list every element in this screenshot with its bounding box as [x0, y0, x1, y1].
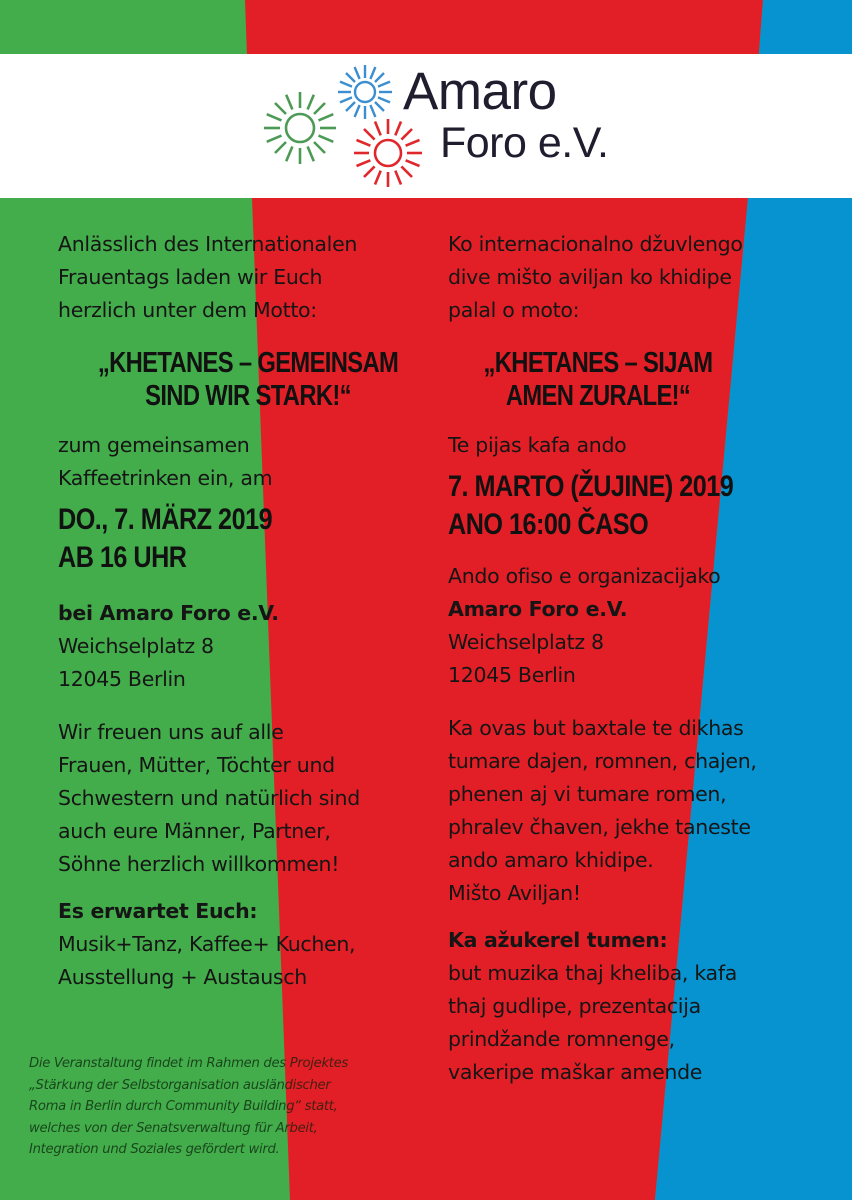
address-city: 12045 Berlin: [58, 667, 186, 691]
german-event-date: DO., 7. MÄRZ 2019 AB 16 UHR: [58, 503, 273, 574]
german-venue: [58, 597, 438, 696]
german-welcome: Wir freuen uns auf alle Frauen, Mütter, Töchter und Schwestern und natürlich sind auch eure Männer, Partner, Söhne herzlich willkommen!: [58, 720, 360, 876]
romani-event-date: 7. MARTO (ŽUJINE) 2019 ANO 16:00 ČASO: [448, 470, 734, 541]
logo-wordmark-line1: Amaro: [403, 62, 557, 121]
romani-venue: [448, 560, 838, 692]
german-program: Es erwartet Euch: Musik+Tanz, Kaffee+ Kuchen, Ausstellung + Austausch: [58, 895, 438, 994]
german-intro: Anlässlich des Internationalen Frauentags laden wir Euch herzlich unter dem Motto:: [58, 232, 358, 322]
romani-welcome: Ka ovas but baxtale te dikhas tumare dajen, romnen, chajen, phenen aj vi tumare romen, phralev čhaven, jekhe taneste ando amaro khidipe. Mišto Aviljan!: [448, 716, 757, 905]
address-city: 12045 Berlin: [448, 663, 576, 687]
romani-venue-intro: Ando ofiso e organizacijako: [448, 564, 721, 588]
romani-intro: Ko internacionalno džuvlengo dive mišto aviljan ko khidipe palal o moto:: [448, 232, 743, 322]
romani-program-label: Ka ažukerel tumen:: [448, 928, 668, 952]
german-venue-label: bei Amaro Foro e.V.: [58, 601, 279, 625]
german-column: [58, 228, 438, 994]
funding-footnote: Die Veranstaltung findet im Rahmen des Projektes „Stärkung der Selbstorganisation ausländischer Roma in Berlin durch Community Building“ statt, welches von der Senatsverwaltung für Arbeit, Integration und Soziales gefördert wird.: [29, 1056, 349, 1157]
address-street: Weichselplatz 8: [58, 634, 214, 658]
red-sun-icon: [354, 119, 422, 187]
blue-sun-icon: [338, 65, 392, 119]
green-sun-icon: [264, 92, 336, 164]
romani-program: Ka ažukerel tumen: but muzika thaj kheliba, kafa thaj gudlipe, prezentacija prindžande romnenge, vakeripe maškar amende: [448, 924, 838, 1089]
romani-invite: Te pijas kafa ando: [448, 433, 627, 457]
german-motto: „KHETANES – GEMEINSAM SIND WIR STARK!“: [97, 347, 399, 412]
romani-venue-label: Amaro Foro e.V.: [448, 597, 628, 621]
german-invite: zum gemeinsamen Kaffeetrinken ein, am: [58, 433, 273, 490]
german-program-label: Es erwartet Euch:: [58, 899, 258, 923]
logo-wordmark-line2: Foro e.V.: [440, 119, 609, 167]
address-street: Weichselplatz 8: [448, 630, 604, 654]
romani-column: [448, 228, 838, 1089]
romani-motto: „KHETANES – SIJAM AMEN ZURALE!“: [483, 347, 713, 412]
